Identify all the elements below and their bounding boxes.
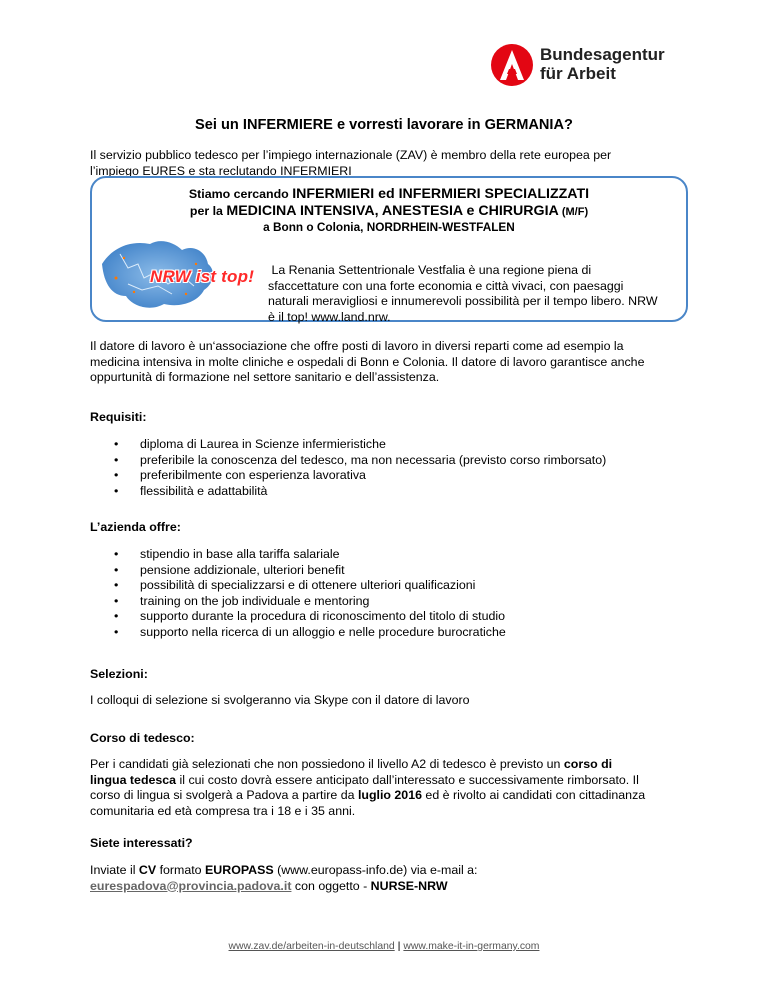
employer-line: oppurtunità di formazione nel settore sanitario e dell’assistenza. <box>90 370 440 384</box>
requisiti-heading: Requisiti: <box>90 410 147 424</box>
corso-line-2 <box>90 773 690 789</box>
nrw-badge: NRW ist top! <box>150 267 255 286</box>
bundesagentur-logo-icon <box>490 43 534 87</box>
offre-list <box>90 547 690 641</box>
intro-line-1: Il servizio pubblico tedesco per l’impiego internazionale (ZAV) è membro della rete europea per <box>90 148 612 162</box>
corso-text-3: corso di lingua si svolgerà a Padova a partire da <box>90 788 358 802</box>
apply-text-d: con oggetto - <box>291 878 371 893</box>
list-item: • pensione addizionale, ulteriori benefit <box>90 563 690 579</box>
box-location: a Bonn o Colonia, NORDRHEIN-WESTFALEN <box>263 220 515 234</box>
logo-line-1: Bundesagentur <box>540 45 665 64</box>
nrw-line: è il top! www.land.nrw. <box>268 309 391 324</box>
nrw-line: La Renania Settentrionale Vestfalia è una regione piena di <box>268 263 592 277</box>
offre-heading: L’azienda offre: <box>90 520 181 534</box>
footer-link-zav[interactable]: www.zav.de/arbeiten-in-deutschland <box>228 941 395 952</box>
nrw-description <box>268 263 673 325</box>
apply-text-c: (www.europass-info.de) via e-mail a: <box>273 863 478 877</box>
box-headline-1-emph: INFERMIERI ed INFERMIERI SPECIALIZZATI <box>292 186 590 202</box>
list-item: • stipendio in base alla tariffa salariale <box>90 547 690 563</box>
footer-link-make-it[interactable]: www.make-it-in-germany.com <box>403 941 540 952</box>
employer-line: medicina intensiva in molte cliniche e ospedali di Bonn e Colonia. Il datore di lavoro garantisce anche <box>90 354 645 369</box>
box-headline-1 <box>92 186 686 202</box>
box-headline-2-emph: MEDICINA INTENSIVA, ANESTESIA e CHIRURGIA <box>226 203 559 219</box>
list-item: • flessibilità e adattabilità <box>90 484 690 500</box>
apply-line-2 <box>90 879 690 895</box>
list-item: • supporto durante la procedura di riconoscimento del titolo di studio <box>90 609 690 625</box>
apply-subject: NURSE-NRW <box>370 878 448 893</box>
corso-emph-2: lingua tedesca <box>90 772 177 787</box>
corso-text-3c: ed è rivolto ai candidati con cittadinanza <box>421 788 646 802</box>
selezioni-text: I colloqui di selezione si svolgeranno via Skype con il datore di lavoro <box>90 693 470 707</box>
footer <box>0 941 768 952</box>
corso-text-2: il cui costo dovrà essere anticipato dall’interessato e successivamente rimborsato. Il <box>176 772 639 787</box>
page-title: Sei un INFERMIERE e vorresti lavorare in GERMANIA? <box>195 117 573 133</box>
corso-emph-1: corso di <box>563 757 613 771</box>
corso-line-1 <box>90 757 690 773</box>
logo-line-2: für Arbeit <box>540 64 616 83</box>
list-item: • possibilità di specializzarsi e di ottenere ulteriori qualificazioni <box>90 578 690 594</box>
requisiti-list <box>90 437 690 499</box>
email-link[interactable]: eurespadova@provincia.padova.it <box>90 878 292 893</box>
footer-separator: | <box>397 941 401 952</box>
apply-line-1 <box>90 863 690 879</box>
logo-wordmark <box>540 45 665 83</box>
box-headline-2-gender: (M/F) <box>558 206 589 218</box>
corso-paragraph <box>90 757 690 819</box>
siete-heading: Siete interessati? <box>90 836 193 850</box>
corso-heading: Corso di tedesco: <box>90 731 195 745</box>
list-item: • preferibile la conoscenza del tedesco, ma non necessaria (previsto corso rimborsato) <box>90 453 690 469</box>
intro-paragraph <box>90 148 680 179</box>
corso-text-1: Per i candidati già selezionati che non possiedono il livello A2 di tedesco è previsto un <box>90 757 564 771</box>
apply-instructions <box>90 863 690 894</box>
corso-line-4: comunitaria ed età compresa tra i 18 e i 35 anni. <box>90 803 356 818</box>
list-item: • diploma di Laurea in Scienze infermieristiche <box>90 437 690 453</box>
nrw-line: naturali meravigliosi e innumerevoli possibilità per il tempo libero. NRW <box>268 294 658 308</box>
apply-text-a: Inviate il <box>90 863 139 877</box>
box-headline-2 <box>92 203 686 219</box>
intro-line-2: l’impiego EURES e sta reclutando INFERMIERI <box>90 163 352 178</box>
apply-europass: EUROPASS <box>205 863 274 877</box>
list-item: • supporto nella ricerca di un alloggio e nelle procedure burocratiche <box>90 625 690 641</box>
apply-cv: CV <box>138 863 157 877</box>
nrw-line: sfaccettature con una forte economia e città vivaci, con paesaggi <box>268 278 624 293</box>
bundesagentur-logo <box>490 43 665 87</box>
corso-date: luglio 2016 <box>357 788 422 802</box>
list-item: • training on the job individuale e mentoring <box>90 594 690 610</box>
apply-text-b: formato <box>156 863 206 877</box>
employer-line: Il datore di lavoro è un‘associazione che offre posti di lavoro in diversi reparti come ad esempio la <box>90 339 624 353</box>
list-item: • preferibilmente con esperienza lavorativa <box>90 468 690 484</box>
selezioni-heading: Selezioni: <box>90 667 148 681</box>
box-headline-2-lead: per la <box>189 204 227 218</box>
employer-paragraph <box>90 339 680 386</box>
corso-line-3 <box>90 788 690 804</box>
box-headline-1-lead: Stiamo cercando <box>188 187 293 201</box>
